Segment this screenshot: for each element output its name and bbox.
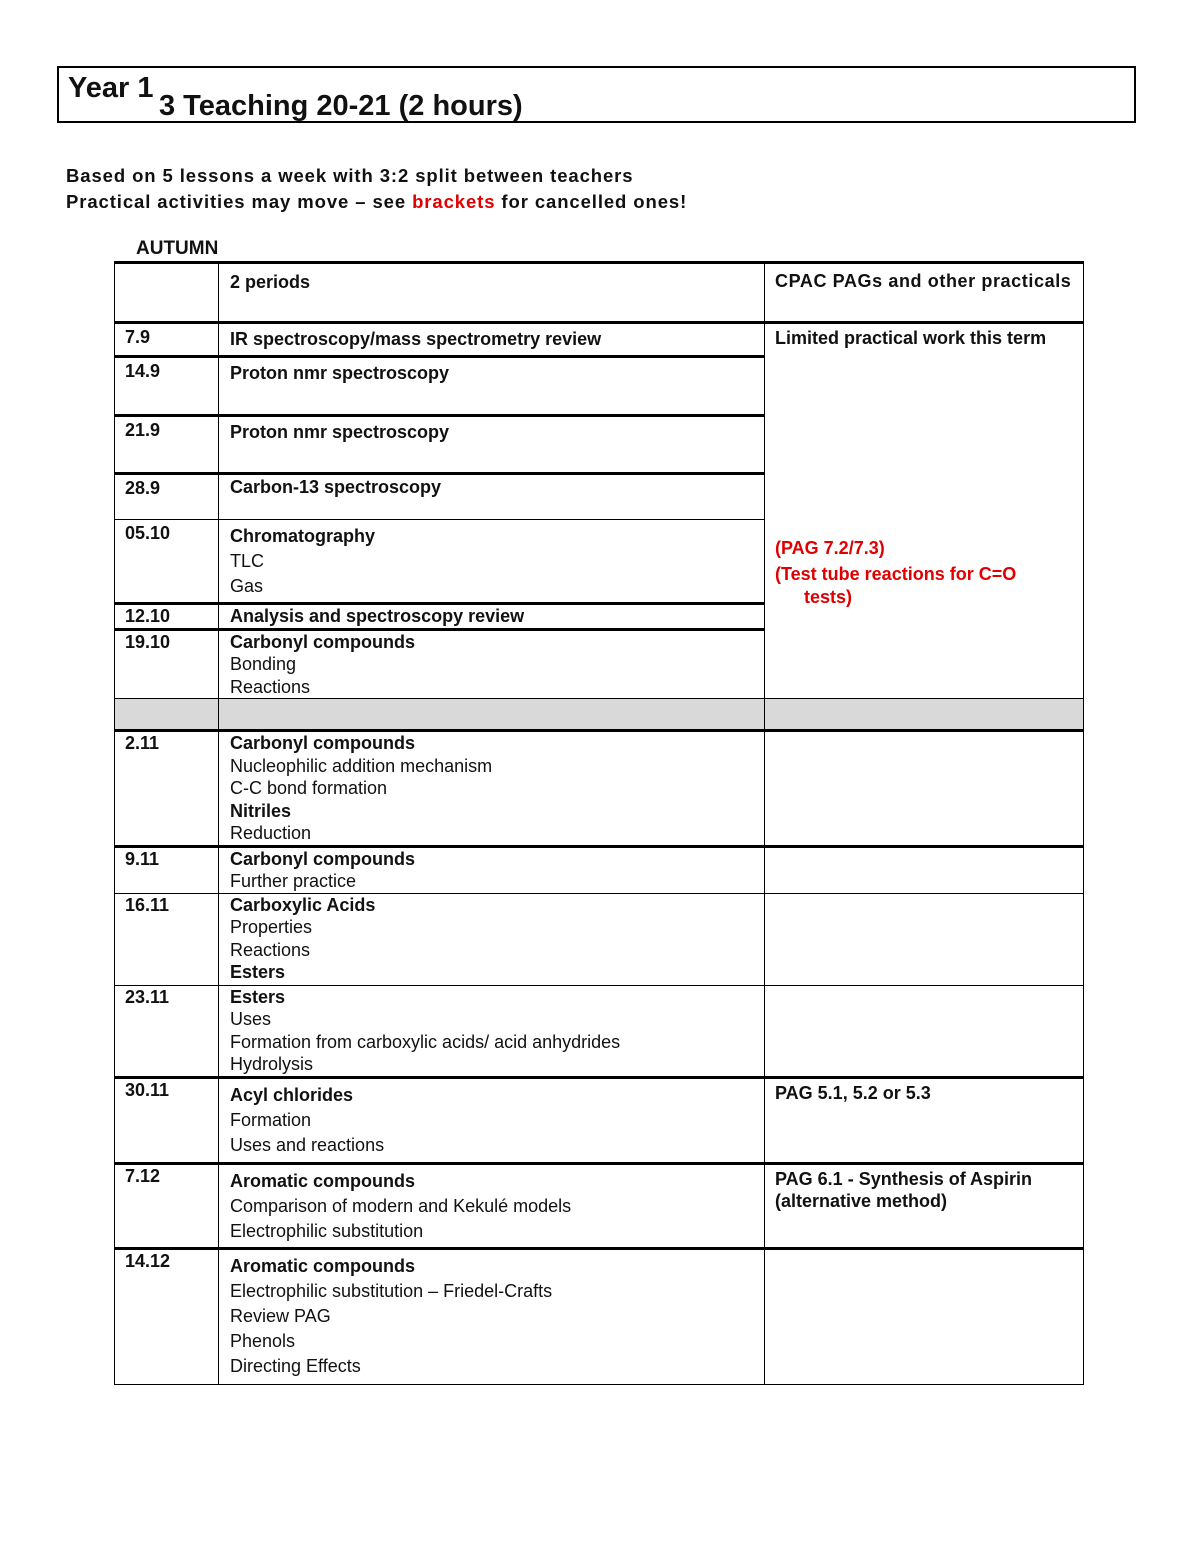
header-topic: 2 periods xyxy=(230,272,311,292)
row-date: 23.11 xyxy=(125,986,170,1007)
row-date: 19.10 xyxy=(125,631,171,652)
row-date: 14.12 xyxy=(125,1250,171,1271)
table-row xyxy=(115,1163,1084,1248)
row-date: 12.10 xyxy=(125,606,171,626)
row-subtopic: Electrophilic substitution xyxy=(230,1220,424,1241)
table-row xyxy=(115,1077,1084,1163)
row-date: 28.9 xyxy=(125,478,161,498)
table-row xyxy=(115,731,1084,847)
table-row xyxy=(115,323,1084,357)
row-topic: Proton nmr spectroscopy xyxy=(230,363,450,383)
row-subtopic: Reduction xyxy=(230,823,312,843)
intro-line-1: Based on 5 lessons a week with 3:2 split between teachers xyxy=(66,165,634,186)
intro-brackets-word: brackets xyxy=(412,191,496,212)
row-subtopic: Reactions xyxy=(230,676,311,697)
row-subtopic: C-C bond formation xyxy=(230,778,388,798)
row-subtopic: Phenols xyxy=(230,1330,296,1351)
title-box xyxy=(57,66,1136,123)
intro-text xyxy=(66,163,687,215)
table-header-row xyxy=(115,263,1084,323)
row-subtopic: Formation from carboxylic acids/ acid anhydrides xyxy=(230,1031,621,1052)
row-topic: Carbonyl compounds xyxy=(230,631,416,652)
table-row xyxy=(115,1248,1084,1384)
intro-line-2-post: for cancelled ones! xyxy=(495,191,688,212)
row-date: 7.9 xyxy=(125,327,151,347)
row-topic: Aromatic compounds xyxy=(230,1255,416,1276)
term-heading: AUTUMN xyxy=(136,238,219,259)
row-subtopic: Further practice xyxy=(230,871,357,891)
row-date: 30.11 xyxy=(125,1079,170,1100)
row-date: 2.11 xyxy=(125,733,160,753)
row-topic: Carbon-13 spectroscopy xyxy=(230,477,442,497)
practical-cancelled-1: (PAG 7.2/7.3) xyxy=(775,537,885,558)
row-practical-2: (alternative method) xyxy=(775,1191,948,1211)
row-topic: Acyl chlorides xyxy=(230,1084,354,1105)
row-subtopic: Nucleophilic addition mechanism xyxy=(230,755,493,776)
row-practical: PAG 5.1, 5.2 or 5.3 xyxy=(775,1082,931,1103)
row-subtopic: Bonding xyxy=(230,654,297,674)
row-date: 21.9 xyxy=(125,420,161,440)
practical-cancelled-2b: tests) xyxy=(804,586,853,607)
row-subtopic: TLC xyxy=(230,551,265,571)
practicals-note: Limited practical work this term xyxy=(775,328,1047,348)
header-practicals-cell xyxy=(765,263,1084,323)
intro-line-2-pre: Practical activities may move – see xyxy=(66,191,413,212)
row-topic: Esters xyxy=(230,986,286,1007)
table-row xyxy=(115,893,1084,985)
row-subtopic: Hydrolysis xyxy=(230,1054,314,1074)
row-topic: Carbonyl compounds xyxy=(230,733,416,753)
title-part-1: Year 1 xyxy=(68,72,154,104)
row-topic-2: Esters xyxy=(230,962,286,982)
half-term-gap-row xyxy=(115,699,1084,731)
row-topic: Proton nmr spectroscopy xyxy=(230,422,450,442)
intro-line-2 xyxy=(66,189,687,215)
row-topic-2: Nitriles xyxy=(230,800,292,821)
row-subtopic: Uses and reactions xyxy=(230,1134,385,1155)
row-subtopic: Properties xyxy=(230,917,313,937)
row-subtopic: Comparison of modern and Kekulé models xyxy=(230,1195,572,1216)
row-subtopic: Directing Effects xyxy=(230,1355,361,1376)
schedule-table xyxy=(114,261,1084,1385)
header-practicals: CPAC PAGs and other practicals xyxy=(775,271,1072,291)
table-row xyxy=(115,846,1084,893)
row-topic: Analysis and spectroscopy review xyxy=(230,606,525,626)
row-topic: Carbonyl compounds xyxy=(230,848,416,869)
row-date: 14.9 xyxy=(125,361,161,381)
practicals-autumn-1-cell xyxy=(765,323,1084,699)
row-topic: Carboxylic Acids xyxy=(230,894,376,915)
practical-cancelled-2: (Test tube reactions for C=O xyxy=(775,564,1017,584)
row-topic: IR spectroscopy/mass spectrometry review xyxy=(230,329,602,349)
row-subtopic: Formation xyxy=(230,1109,312,1130)
row-subtopic: Electrophilic substitution – Friedel-Crafts xyxy=(230,1280,553,1301)
row-topic: Chromatography xyxy=(230,526,376,546)
row-subtopic: Gas xyxy=(230,576,264,596)
row-date: 05.10 xyxy=(125,523,171,543)
row-date: 9.11 xyxy=(125,848,160,869)
row-subtopic: Review PAG xyxy=(230,1305,331,1326)
row-subtopic: Reactions xyxy=(230,939,311,960)
row-topic: Aromatic compounds xyxy=(230,1170,416,1191)
row-practical: PAG 6.1 - Synthesis of Aspirin xyxy=(775,1168,1033,1189)
row-subtopic: Uses xyxy=(230,1009,272,1029)
header-topic-cell xyxy=(219,263,765,323)
header-date-cell xyxy=(115,263,219,323)
row-date: 7.12 xyxy=(125,1165,161,1186)
table-row xyxy=(115,985,1084,1077)
title-part-2: 3 Teaching 20-21 (2 hours) xyxy=(159,90,523,122)
row-date: 16.11 xyxy=(125,894,170,915)
